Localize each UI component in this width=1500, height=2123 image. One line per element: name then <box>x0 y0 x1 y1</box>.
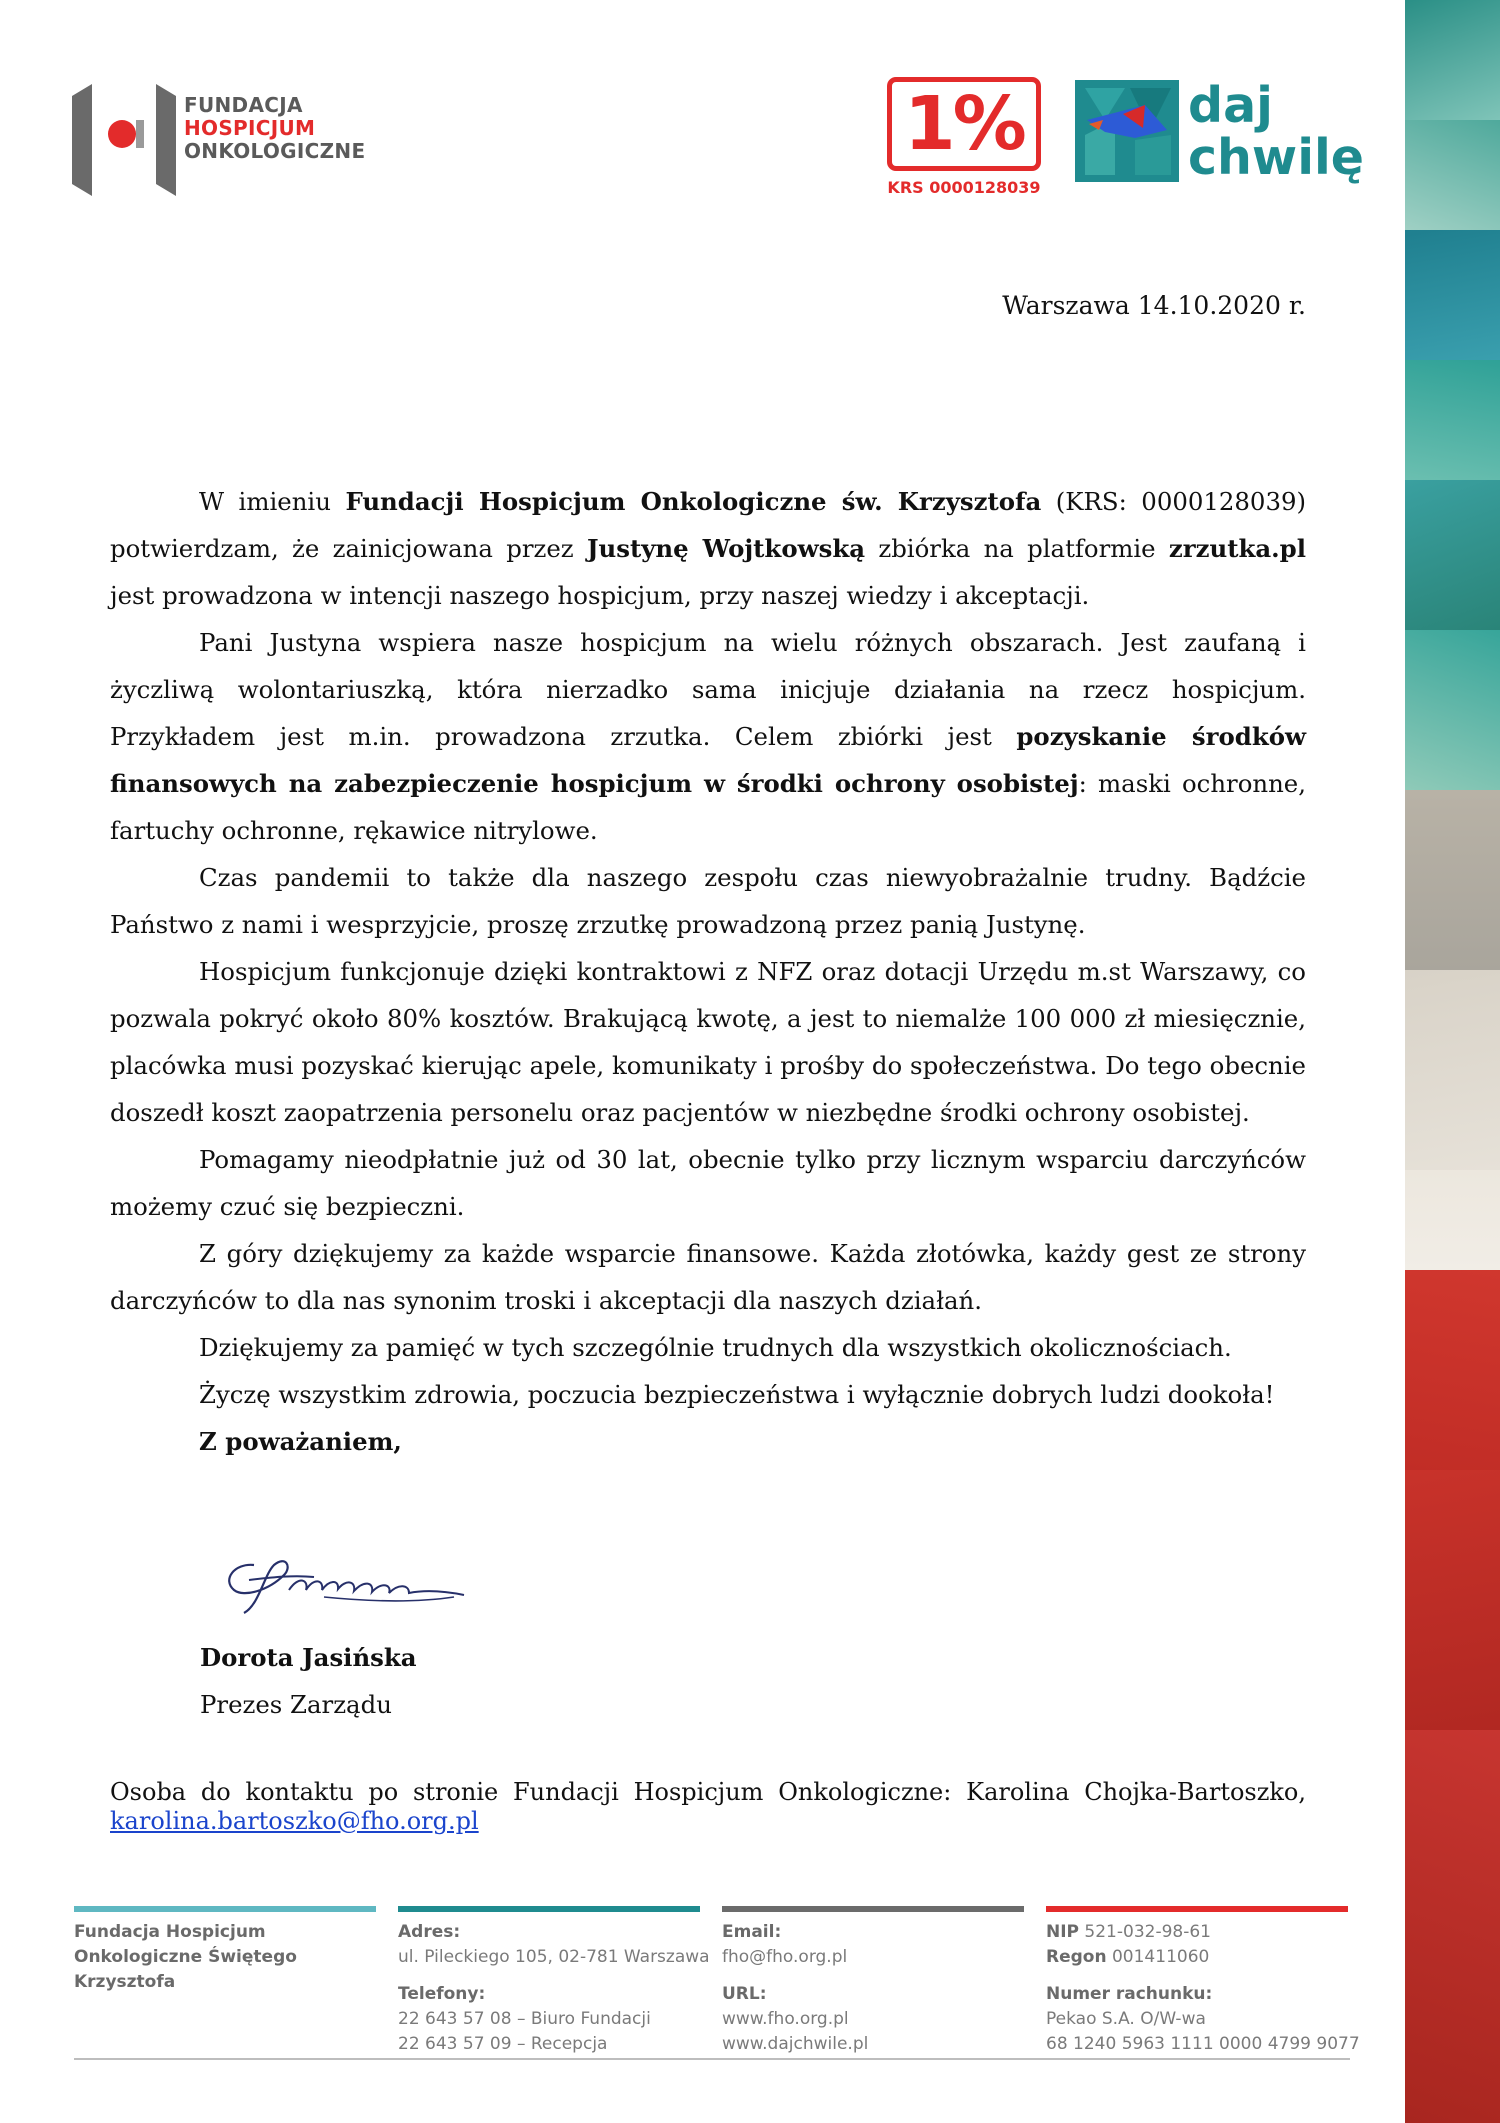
one-percent-value: 1% <box>904 81 1024 167</box>
footer-phone-1: 22 643 57 08 – Biuro Fundacji <box>398 2009 651 2029</box>
footer-bar-grey <box>722 1906 1024 1912</box>
paragraph-1 <box>110 478 1306 619</box>
footer-account-number: 68 1240 5963 1111 0000 4799 9077 <box>1046 2034 1360 2054</box>
footer-col-bank <box>1046 1906 1360 2057</box>
organizer-name: Justynę Wojtkowską <box>586 534 866 563</box>
fho-logo-text <box>184 94 365 163</box>
fho-logo-line-2: HOSPICJUM <box>184 116 316 140</box>
fho-logo-line-3: ONKOLOGICZNE <box>184 139 366 163</box>
footer-email-label: Email: <box>722 1922 782 1942</box>
one-percent-box <box>887 77 1041 171</box>
bird-mosaic-icon <box>1075 80 1179 182</box>
footer-col-address <box>398 1906 710 2057</box>
letter-body <box>110 478 1306 1465</box>
footer-foundation-line-1: Fundacja Hospicjum <box>74 1922 266 1942</box>
footer-regon: 001411060 <box>1111 1947 1210 1967</box>
footer-bar-red <box>1046 1906 1348 1912</box>
letter-date: Warszawa 14.10.2020 r. <box>1002 291 1306 320</box>
closing-salutation: Z poważaniem, <box>199 1427 402 1456</box>
footer-phones-label: Telefony: <box>398 1984 486 2004</box>
footer-foundation-line-2: Onkologiczne Świętego <box>74 1947 297 1967</box>
footer-foundation-line-3: Krzysztofa <box>74 1972 176 1992</box>
handwritten-signature <box>214 1535 474 1625</box>
p1-text-4: jest prowadzona w intencji naszego hospicjum, przy naszej wiedzy i akceptacji. <box>110 581 1090 610</box>
p1-text-2: (KRS: 0000128039) potwierdzam, że zainicjowana przez <box>110 487 1306 563</box>
footer-url-2[interactable]: www.dajchwile.pl <box>722 2034 869 2054</box>
footer-url-label: URL: <box>722 1984 767 2004</box>
footer-bar-teal <box>398 1906 700 1912</box>
daj-chwile-logo <box>1075 77 1375 200</box>
signer-role: Prezes Zarządu <box>200 1690 392 1719</box>
paragraph-2 <box>110 619 1306 854</box>
foundation-name: Fundacji Hospicjum Onkologiczne św. Krzysztofa <box>345 487 1042 516</box>
footer-regon-label: Regon <box>1046 1947 1107 1967</box>
signer-name: Dorota Jasińska <box>200 1643 417 1672</box>
paragraph-4: Hospicjum funkcjonuje dzięki kontraktowi z NFZ oraz dotacji Urzędu m.st Warszawy, co pozwala pokryć około 80% kosztów. Brakującą kwotę, a jest to niemalże 100 000 zł miesięcznie, placówka musi pozyskać kierując apele, komunikaty i prośby do społeczeństwa. Do tego obecnie doszedł koszt zaopatrzenia personelu oraz pacjentów w niezbędne środki ochrony osobistej. <box>110 957 1306 1127</box>
paragraph-8: Życzę wszystkim zdrowia, poczucia bezpieczeństwa i wyłącznie dobrych ludzi dookoła! <box>199 1380 1275 1409</box>
footer-address-label: Adres: <box>398 1922 461 1942</box>
contact-email-link[interactable]: karolina.bartoszko@fho.org.pl <box>110 1807 479 1835</box>
p2-text-2: : maski ochronne, fartuchy ochronne, rękawice nitrylowe. <box>110 769 1306 845</box>
p2-text-1: Pani Justyna wspiera nasze hospicjum na wielu różnych obszarach. Jest zaufaną i życzliwą wolontariuszką, która nierzadko sama inicjuje działania na rzecz hospicjum. Przykładem jest m.in. prowadzona zrzutka. Celem zbiórki jest <box>110 628 1306 751</box>
platform-name: zrzutka.pl <box>1168 534 1306 563</box>
footer-phone-2: 22 643 57 09 – Recepcja <box>398 2034 608 2054</box>
fho-logo-line-1: FUNDACJA <box>184 93 303 117</box>
footer-url-1[interactable]: www.fho.org.pl <box>722 2009 849 2029</box>
paragraph-5: Pomagamy nieodpłatnie już od 30 lat, obecnie tylko przy licznym wsparciu darczyńców możemy czuć się bezpieczni. <box>110 1145 1306 1221</box>
signer-block <box>200 1634 417 1728</box>
fho-logo-mark-icon <box>72 76 176 200</box>
footer-bank: Pekao S.A. O/W-wa <box>1046 2009 1206 2029</box>
one-percent-logo <box>887 77 1041 202</box>
footer-col-foundation <box>74 1906 376 1995</box>
footer-divider <box>74 2058 1350 2060</box>
daj-chwile-line-1: daj <box>1188 77 1273 134</box>
paragraph-3: Czas pandemii to także dla naszego zespołu czas niewyobrażalnie trudny. Bądźcie Państwo z nami i wesprzyjcie, proszę zrzutkę prowadzoną przez panią Justynę. <box>110 863 1306 939</box>
footer-col-contact <box>722 1906 1024 2057</box>
footer-nip: 521-032-98-61 <box>1084 1922 1211 1942</box>
krs-number: KRS 0000128039 <box>887 178 1041 197</box>
footer-nip-label: NIP <box>1046 1922 1080 1942</box>
p1-text-1: W imieniu <box>199 487 346 516</box>
daj-chwile-line-2: chwilę <box>1188 129 1365 186</box>
fundraiser-goal: pozyskanie środków finansowych na zabezpieczenie hospicjum w środki ochrony osobistej <box>110 722 1306 798</box>
footer-address: ul. Pileckiego 105, 02-781 Warszawa <box>398 1947 710 1967</box>
p1-text-3: zbiórka na platformie <box>865 534 1169 563</box>
decorative-mosaic-strip <box>1405 0 1500 2123</box>
footer-email[interactable]: fho@fho.org.pl <box>722 1947 848 1967</box>
footer-account-label: Numer rachunku: <box>1046 1984 1213 2004</box>
daj-chwile-text <box>1188 77 1365 186</box>
paragraph-6: Z góry dziękujemy za każde wsparcie finansowe. Każda złotówka, każdy gest ze strony darczyńców to dla nas synonim troski i akceptacji dla naszych działań. <box>110 1239 1306 1315</box>
contact-person: Osoba do kontaktu po stronie Fundacji Hospicjum Onkologiczne: Karolina Chojka-Bartoszko, <box>110 1778 1306 1806</box>
footer-bar-teal-light <box>74 1906 376 1912</box>
fho-logo <box>72 76 372 200</box>
paragraph-7: Dziękujemy za pamięć w tych szczególnie trudnych dla wszystkich okolicznościach. <box>199 1333 1232 1362</box>
